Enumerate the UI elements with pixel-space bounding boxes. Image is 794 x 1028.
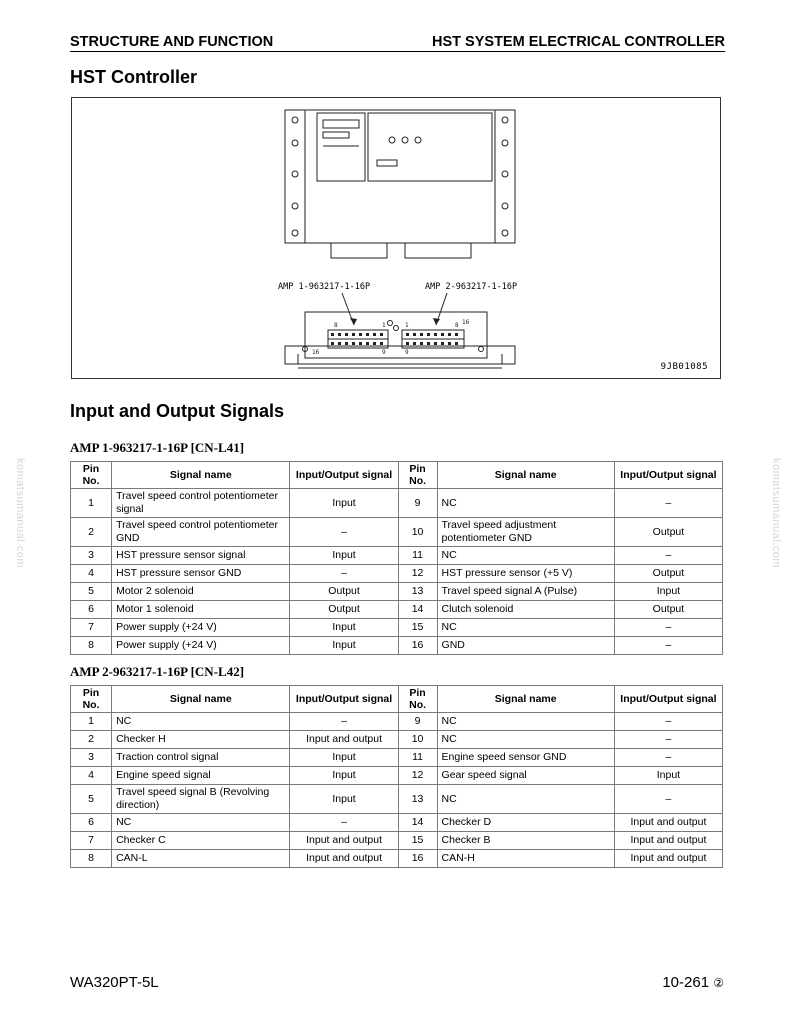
pin-mark-r8: 8 (455, 322, 459, 329)
signal-cell: Power supply (+24 V) (112, 637, 290, 655)
pin-cell: 11 (398, 547, 437, 565)
signal-cell: Motor 1 solenoid (112, 601, 290, 619)
io-cell: Input (290, 619, 398, 637)
pin-mark-l9: 9 (382, 349, 386, 356)
table-header-row (71, 462, 723, 489)
signal-cell: Travel speed adjustment potentiometer GND (437, 518, 614, 547)
signal-cell: NC (437, 713, 614, 731)
io-cell: – (614, 731, 722, 749)
io-cell: Output (614, 518, 722, 547)
io-cell: Input and output (290, 731, 398, 749)
signal-cell: Travel speed signal A (Pulse) (437, 583, 614, 601)
table-header-row (71, 686, 723, 713)
table-row (71, 637, 723, 655)
io-cell: Input (290, 785, 398, 814)
signal-cell: CAN-H (437, 850, 614, 868)
pin-mark-l8: 8 (334, 322, 338, 329)
table-row (71, 832, 723, 850)
pin-cell: 1 (71, 713, 112, 731)
controller-figure (71, 97, 721, 379)
column-header-io: Input/Output signal (290, 462, 398, 489)
pin-cell: 15 (398, 619, 437, 637)
signal-cell: NC (437, 489, 614, 518)
signal-cell: Traction control signal (112, 749, 290, 767)
table-row (71, 814, 723, 832)
column-header-signal: Signal name (112, 686, 290, 713)
column-header-pin: Pin No. (71, 686, 112, 713)
pin-cell: 2 (71, 731, 112, 749)
signal-cell: NC (112, 814, 290, 832)
io-cell: – (290, 713, 398, 731)
signal-cell: Checker H (112, 731, 290, 749)
pin-cell: 13 (398, 583, 437, 601)
pin-cell: 14 (398, 601, 437, 619)
watermark-right: komatsumanual.com (770, 458, 782, 568)
table-row (71, 489, 723, 518)
connector-label-left: AMP 1-963217-1-16P (278, 282, 371, 292)
pin-cell: 11 (398, 749, 437, 767)
signal-cell: HST pressure sensor GND (112, 565, 290, 583)
revision-mark: ② (713, 976, 724, 990)
signal-cell: NC (437, 731, 614, 749)
column-header-signal: Signal name (437, 462, 614, 489)
signal-cell: Power supply (+24 V) (112, 619, 290, 637)
pin-cell: 2 (71, 518, 112, 547)
signal-cell: Engine speed signal (112, 767, 290, 785)
column-header-pin: Pin No. (398, 462, 437, 489)
io-cell: Input (290, 489, 398, 518)
signal-cell: NC (437, 619, 614, 637)
page-number: 10-261 (662, 974, 710, 991)
signal-cell: GND (437, 637, 614, 655)
table-row (71, 601, 723, 619)
io-cell: – (614, 637, 722, 655)
pin-mark-l16: 16 (312, 349, 320, 356)
pin-cell: 12 (398, 767, 437, 785)
io-cell: – (290, 565, 398, 583)
signal-cell: HST pressure sensor (+5 V) (437, 565, 614, 583)
signal-cell: Checker D (437, 814, 614, 832)
io-cell: Output (614, 565, 722, 583)
pin-cell: 10 (398, 518, 437, 547)
io-cell: – (614, 489, 722, 518)
io-cell: Input (290, 749, 398, 767)
pin-cell: 3 (71, 749, 112, 767)
pin-cell: 4 (71, 565, 112, 583)
table-row (71, 767, 723, 785)
pin-cell: 8 (71, 850, 112, 868)
table-row (71, 785, 723, 814)
signal-cell: HST pressure sensor signal (112, 547, 290, 565)
signal-cell: CAN-L (112, 850, 290, 868)
pin-cell: 5 (71, 785, 112, 814)
table1-title: AMP 1-963217-1-16P [CN-L41] (70, 440, 245, 455)
pin-cell: 1 (71, 489, 112, 518)
io-cell: – (614, 547, 722, 565)
pin-mark-r1: 1 (405, 322, 409, 329)
io-cell: Input (290, 767, 398, 785)
pin-cell: 16 (398, 637, 437, 655)
signal-table-cn-l42 (70, 685, 723, 868)
column-header-io: Input/Output signal (614, 686, 722, 713)
pin-cell: 7 (71, 619, 112, 637)
column-header-io: Input/Output signal (290, 686, 398, 713)
section-title-hst-controller: HST Controller (70, 67, 198, 87)
signal-cell: NC (112, 713, 290, 731)
io-cell: – (614, 713, 722, 731)
io-cell: – (614, 619, 722, 637)
signal-cell: NC (437, 547, 614, 565)
io-cell: – (614, 749, 722, 767)
pin-cell: 3 (71, 547, 112, 565)
pin-mark-r16: 16 (462, 319, 470, 326)
signal-cell: Checker C (112, 832, 290, 850)
io-cell: Output (290, 601, 398, 619)
io-cell: Input (290, 547, 398, 565)
pin-cell: 4 (71, 767, 112, 785)
controller-housing (285, 110, 515, 243)
table-row (71, 731, 723, 749)
column-header-signal: Signal name (437, 686, 614, 713)
signal-cell: Engine speed sensor GND (437, 749, 614, 767)
connector-label-right: AMP 2-963217-1-16P (425, 282, 518, 292)
io-cell: – (290, 518, 398, 547)
pin-cell: 13 (398, 785, 437, 814)
pin-cell: 6 (71, 601, 112, 619)
table-row (71, 749, 723, 767)
signal-cell: Clutch solenoid (437, 601, 614, 619)
pin-cell: 9 (398, 489, 437, 518)
table2-title: AMP 2-963217-1-16P [CN-L42] (70, 664, 245, 679)
header-rule (70, 51, 725, 52)
table-row (71, 547, 723, 565)
signal-cell: Motor 2 solenoid (112, 583, 290, 601)
signal-cell: Travel speed control potentiometer GND (112, 518, 290, 547)
pin-cell: 15 (398, 832, 437, 850)
watermark-left: komatsumanual.com (14, 458, 26, 568)
signal-cell: Travel speed control potentiometer signal (112, 489, 290, 518)
table-row (71, 713, 723, 731)
io-cell: Output (290, 583, 398, 601)
io-cell: – (614, 785, 722, 814)
header-section-title: STRUCTURE AND FUNCTION (70, 34, 274, 50)
pin-cell: 9 (398, 713, 437, 731)
column-header-io: Input/Output signal (614, 462, 722, 489)
io-cell: Input and output (614, 814, 722, 832)
pin-cell: 16 (398, 850, 437, 868)
column-header-signal: Signal name (112, 462, 290, 489)
pin-cell: 12 (398, 565, 437, 583)
signal-cell: Gear speed signal (437, 767, 614, 785)
column-header-pin: Pin No. (398, 686, 437, 713)
io-cell: Input (614, 583, 722, 601)
io-cell: Input and output (614, 850, 722, 868)
pin-cell: 7 (71, 832, 112, 850)
pin-cell: 14 (398, 814, 437, 832)
signal-cell: NC (437, 785, 614, 814)
header-chapter-title: HST SYSTEM ELECTRICAL CONTROLLER (432, 34, 725, 50)
pin-cell: 10 (398, 731, 437, 749)
pin-cell: 6 (71, 814, 112, 832)
io-cell: Output (614, 601, 722, 619)
io-cell: Input (614, 767, 722, 785)
io-cell: – (290, 814, 398, 832)
footer-page-number (662, 974, 724, 991)
controller-drawing (72, 98, 720, 378)
table-row (71, 518, 723, 547)
table-row (71, 565, 723, 583)
signal-cell: Checker B (437, 832, 614, 850)
footer-model: WA320PT-5L (70, 974, 159, 991)
table-row (71, 850, 723, 868)
pin-mark-l1: 1 (382, 322, 386, 329)
figure-reference-code: 9JB01085 (660, 362, 708, 372)
table-row (71, 619, 723, 637)
column-header-pin: Pin No. (71, 462, 112, 489)
pin-cell: 8 (71, 637, 112, 655)
io-cell: Input (290, 637, 398, 655)
io-cell: Input and output (290, 850, 398, 868)
io-cell: Input and output (290, 832, 398, 850)
section-title-io-signals: Input and Output Signals (70, 401, 284, 421)
signal-table-cn-l41 (70, 461, 723, 655)
pin-cell: 5 (71, 583, 112, 601)
signal-cell: Travel speed signal B (Revolving direction) (112, 785, 290, 814)
table-row (71, 583, 723, 601)
io-cell: Input and output (614, 832, 722, 850)
pin-mark-r9: 9 (405, 349, 409, 356)
